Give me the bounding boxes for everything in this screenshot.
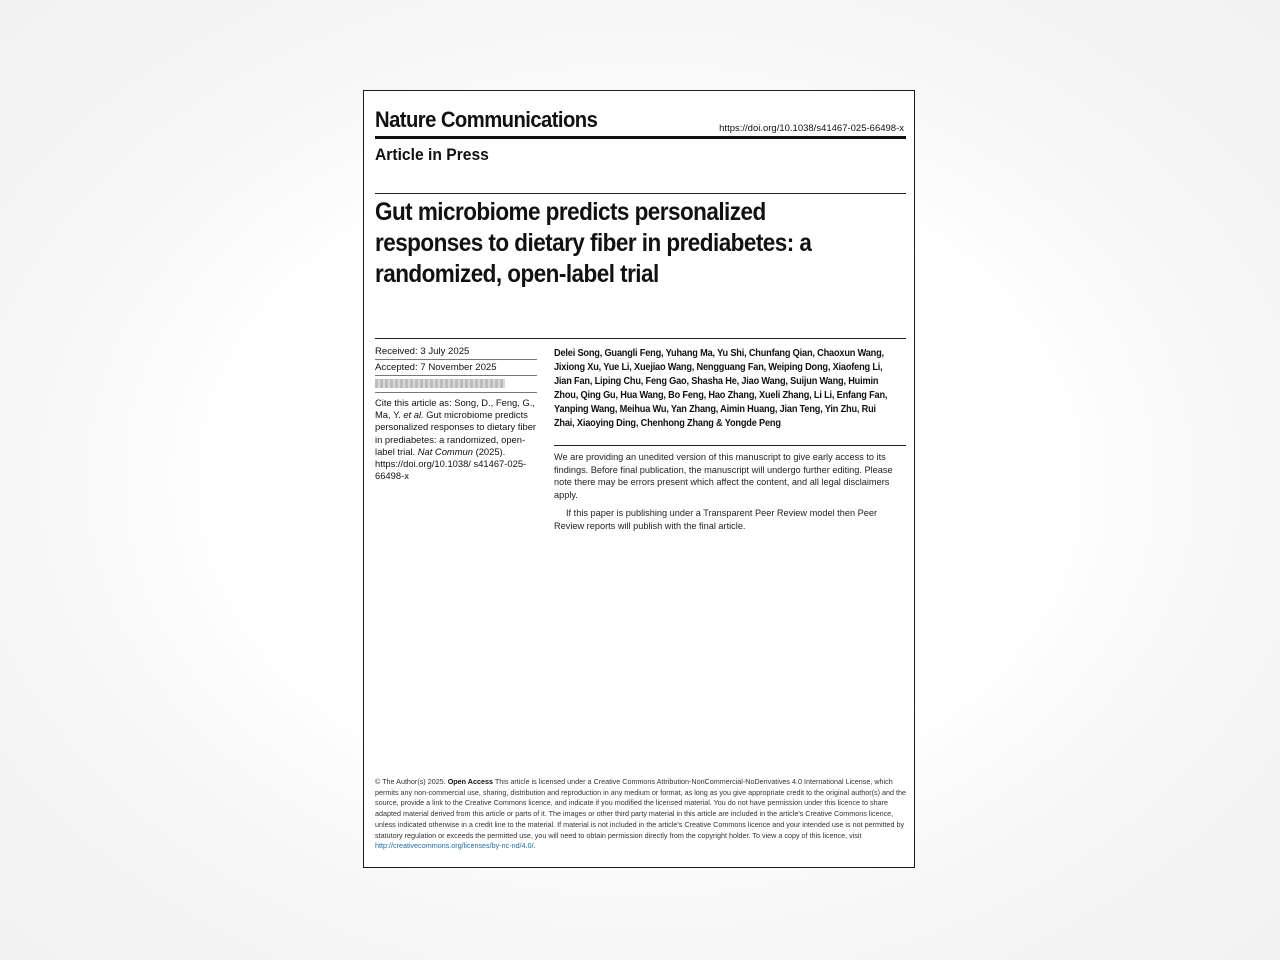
license-link[interactable]: http://creativecommons.org/licenses/by-nc-nd/4.0/ bbox=[375, 841, 534, 851]
journal-name: Nature Communications bbox=[375, 107, 598, 132]
license-end: . bbox=[533, 841, 536, 851]
license-body: This article is licensed under a Creative Commons Attribution-NonCommercial-NoDerivatives 4.0 International License, which permits any non-commercial use, sharing, distribution and reproduction in any medium or format, as long as you give appropriate credit to the original author(s) and the source, provide a link to the Creative Commons licence, and indicate if you modified the licensed material. You do not have permission under this licence to share adapted material derived from this article or parts of it. The images or other third party material in this article are included in the article's Creative Commons licence, unless indicated otherwise in a credit line to the material. If material is not included in the article's Creative Commons licence and your intended use is not permitted by statutory regulation or exceeds the permitted use, you will need to obtain permission directly from the copyright holder. To view a copy of this licence, visit bbox=[375, 777, 906, 840]
article-title: Gut microbiome predicts personalized responses to dietary fiber in prediabetes: a randomized, open-label trial bbox=[375, 198, 812, 288]
license-text bbox=[375, 777, 911, 852]
citation-doi[interactable]: (2025). https://doi.org/10.1038/ s41467-025-66498-x bbox=[375, 445, 527, 482]
citation-title: Gut microbiome predicts personalized responses to dietary fiber in prediabetes: a randomized, open-label trial. bbox=[375, 409, 537, 457]
accepted-date: Accepted: 7 November 2025 bbox=[375, 362, 497, 373]
meta-divider bbox=[375, 392, 537, 393]
received-date: Received: 3 July 2025 bbox=[375, 346, 470, 357]
doi-link[interactable]: https://doi.org/10.1038/s41467-025-66498-x bbox=[719, 123, 904, 134]
copyright-prefix: © The Author(s) 2025. bbox=[375, 777, 448, 786]
meta-divider bbox=[375, 375, 537, 376]
citation-block bbox=[375, 397, 543, 482]
unedited-notice: We are providing an unedited version of this manuscript to give early access to its findings. Before final publication, the manuscript will undergo further editing. Please note there may be errors present which affect the content, and all legal disclaimers apply. bbox=[554, 452, 893, 500]
meta-divider bbox=[375, 359, 537, 360]
author-list: Delei Song, Guangli Feng, Yuhang Ma, Yu Shi, Chunfang Qian, Chaoxun Wang, Jixiong Xu, Yue Li, Xuejiao Wang, Nengguang Fan, Weiping Dong, Xiaofeng Li, Jian Fan, Liping Chu, Feng Gao, Shasha He, Jiao Wang, Suijun Wang, Huimin Zhou, Qing Gu, Hua Wang, Bo Feng, Hao Zhang, Xueli Zhang, Li Li, Enfang Fan, Yanping Wang, Meihua Wu, Yan Zhang, Aimin Huang, Jian Teng, Yin Zhu, Rui Zhai, Xiaoying Ding, Chenhong Zhang & Yongde Peng bbox=[554, 348, 888, 429]
citation-prefix: Cite this article as: Song, D., Feng, G., Ma, Y. bbox=[375, 397, 535, 421]
citation-journal: Nat Commun bbox=[417, 445, 473, 457]
peer-review-notice: If this paper is publishing under a Transparent Peer Review model then Peer Review reports will publish with the final article. bbox=[554, 508, 878, 531]
header-rule bbox=[375, 136, 906, 139]
body-top-rule bbox=[375, 338, 906, 339]
paper-page bbox=[363, 90, 915, 868]
open-access-label: Open Access bbox=[447, 777, 493, 786]
citation-etal: et al. bbox=[403, 409, 424, 421]
notice-rule bbox=[554, 445, 906, 446]
title-top-rule bbox=[375, 193, 906, 194]
article-status: Article in Press bbox=[375, 145, 489, 164]
redacted-line bbox=[375, 379, 505, 388]
